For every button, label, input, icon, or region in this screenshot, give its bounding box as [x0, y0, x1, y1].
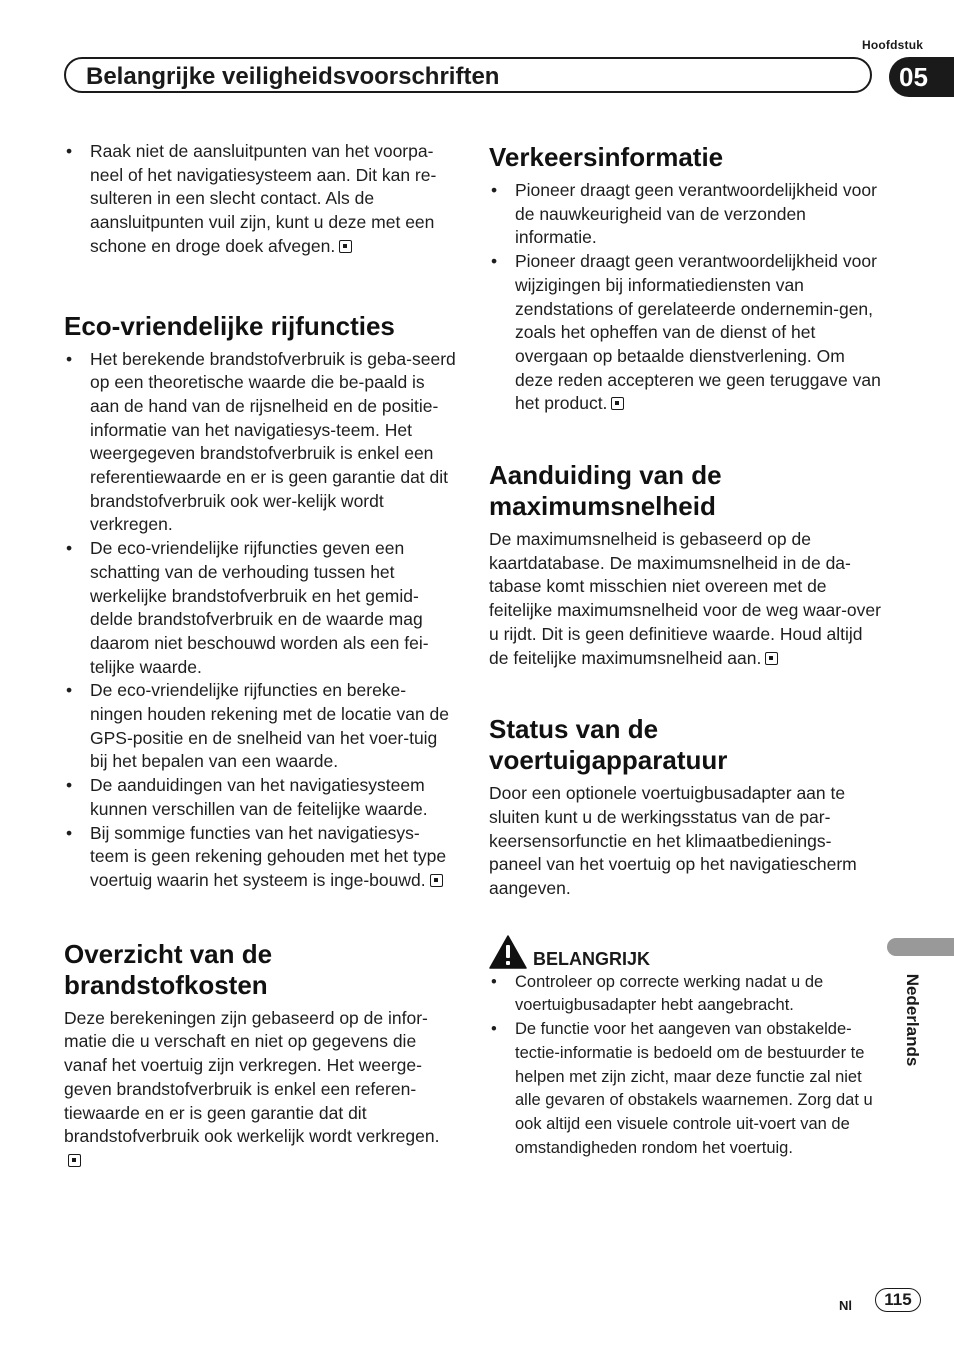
status-section [489, 714, 881, 1160]
footer-language-code: Nl [839, 1298, 852, 1313]
page-header-bar [64, 57, 872, 93]
section-heading-traffic: Verkeersinformatie [489, 142, 724, 172]
important-bullet-list [489, 971, 881, 1161]
list-item [64, 822, 456, 893]
bullet-text: Raak niet de aansluitpunten van het voorpa-neel of het navigatiesysteem aan. Dit kan re-sulteren in een slecht contact. Als de aansluitpunten vuil zijn, kunt u deze met een schone en droge doek afvegen. [90, 141, 437, 256]
fuel-cost-section [64, 939, 456, 1173]
list-item: • Controleer op correcte werking nadat u de voertuigbusadapter hebt aangebracht. [489, 971, 881, 1018]
end-mark-icon [68, 1154, 81, 1167]
list-item: • De aanduidingen van het navigatiesysteem kunnen verschillen van de feitelijke waarde. [64, 774, 456, 821]
chapter-label: Hoofdstuk [862, 38, 924, 52]
fuel-body [64, 1007, 456, 1173]
bullet-text: Pioneer draagt geen verantwoordelijkheid voor wijzigingen bij informatiediensten van zendstations of gerelateerde ondernemin-gen, zoals het opheffen van de dienst of het overgaan op betaalde dienstverlening. Om deze reden accepteren we geen teruggave van het product. [515, 251, 881, 414]
bullet-text: Bij sommige functies van het navigatiesys-teem is geen rekening gehouden met het type voertuig waarin het systeem is inge-bouwd. [90, 822, 447, 890]
chapter-number-badge: 05 [889, 57, 954, 97]
list-item [489, 250, 881, 416]
list-item [64, 140, 456, 259]
left-column [64, 140, 456, 1173]
important-header [489, 935, 881, 969]
end-mark-icon [765, 652, 778, 665]
section-heading-fuel: Overzicht van de brandstofkosten [64, 938, 273, 1000]
warning-triangle-icon [489, 935, 527, 969]
section-heading-eco: Eco-vriendelijke rijfuncties [64, 310, 395, 341]
body-text: De maximumsnelheid is gebaseerd op de kaartdatabase. De maximumsnelheid in de da-tabase komt misschien niet overeen met de feitelijke maximumsnelheid voor de weg waar-over u rijdt. Dit is geen definitieve waarde. Houd altijd de feitelijke maximumsnelheid aan. [489, 529, 881, 668]
list-item: • De eco-vriendelijke rijfuncties geven een schatting van de verhouding tussen het werkelijke brandstofverbruik en het gemid-delde brandstofverbruik en de waarde mag daarom niet beschouwd worden als een fei-telijke waarde. [64, 537, 456, 679]
body-text: Deze berekeningen zijn gebaseerd op de infor-matie die u verschaft en niet op gegevens die vanaf het voertuig zijn verkregen. Het weerge-geven brandstofverbruik is enkel een referen-tiewaarde en er is geen garantie dat dit brandstofverbruik ook werkelijk wordt verkregen. [64, 1007, 440, 1147]
important-label: BELANGRIJK [533, 948, 651, 969]
page-number: 115 [875, 1288, 921, 1312]
list-item: • De functie voor het aangeven van obstakelde-tectie-informatie is bedoeld om de bestuurder te helpen met zijn zicht, maar deze functie zal niet alle gevaren of obstakels waarnemen. Zorg dat u ook altijd een visuele controle uit-voert van de omstandigheden rondom het voertuig. [489, 1018, 881, 1160]
end-mark-icon [611, 397, 624, 410]
side-tab-marker [887, 938, 954, 956]
list-item: • Pioneer draagt geen verantwoordelijkheid voor de nauwkeurigheid van de verzonden informatie. [489, 179, 881, 250]
section-heading-status: Status van de voertuigapparatuur [489, 714, 728, 776]
page-title: Belangrijke veiligheidsvoorschriften [86, 63, 500, 90]
status-body: Door een optionele voertuigbusadapter aan te sluiten kunt u de werkingsstatus van de par-keersensorfunctie en het klimaatbedienings-paneel van het voertuig op het navigatiescherm aangeven. [489, 783, 857, 899]
list-item: • Het berekende brandstofverbruik is geba-seerd op een theoretische waarde die be-paald is aan de hand van de rijsnelheid en de positie-informatie van het navigatiesys-teem. Het weergegeven brandstofverbruik is enkel een referentiewaarde en er is geen garantie dat dit brandstofverbruik ook wer-kelijk wordt verkregen. [64, 348, 456, 538]
speed-section [489, 460, 881, 670]
intro-bullet-list [64, 140, 456, 259]
list-item: • De eco-vriendelijke rijfuncties en bereke-ningen houden rekening met de locatie van de GPS-positie en de snelheid van het voer-tuig bij het bepalen van een waarde. [64, 679, 456, 774]
section-heading-speed: Aanduiding van de maximumsnelheid [489, 460, 722, 522]
end-mark-icon [430, 874, 443, 887]
side-language-label: Nederlands [903, 973, 922, 1067]
traffic-section [489, 142, 881, 416]
right-column [489, 140, 881, 1160]
eco-bullet-list [64, 348, 456, 893]
eco-section [64, 311, 456, 893]
speed-body [489, 528, 881, 670]
end-mark-icon [339, 240, 352, 253]
traffic-bullet-list [489, 179, 881, 416]
